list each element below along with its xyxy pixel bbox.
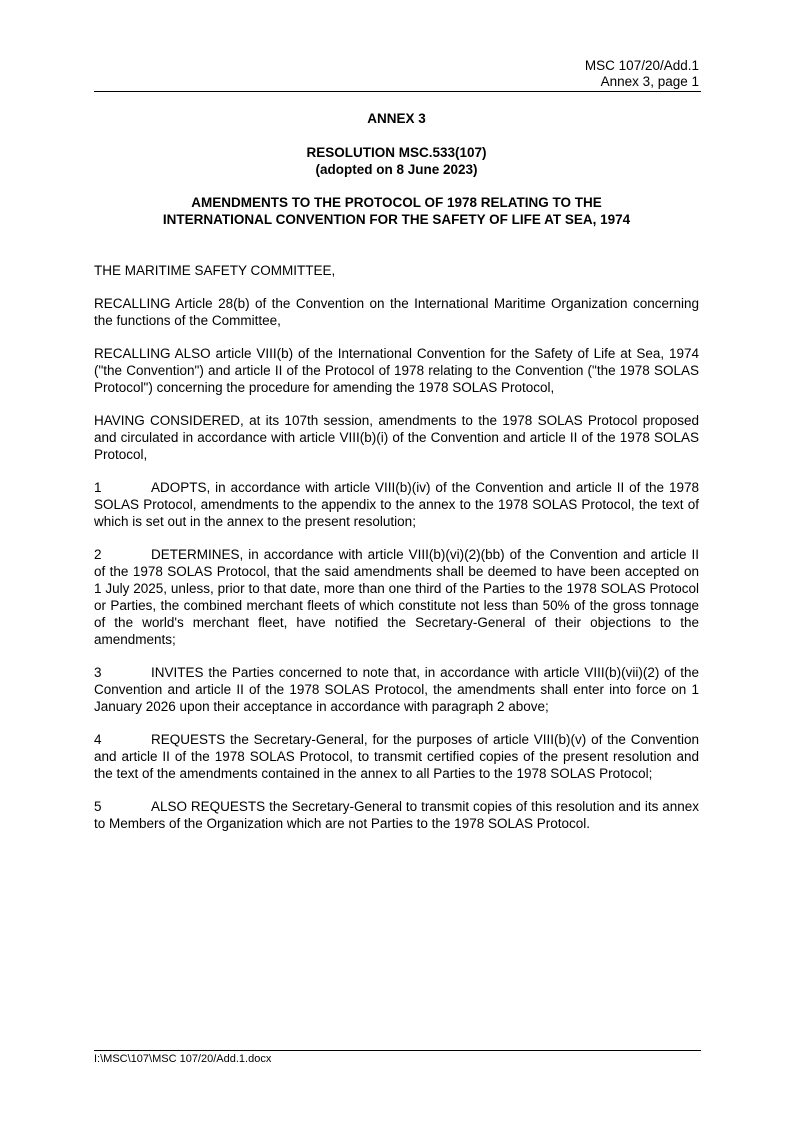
paragraph-text: INVITES the Parties concerned to note that, in accordance with article VIII(b)(vii)(2) of the Convention and article II of the 1978 SOLAS Protocol, the amendments shall enter into force on 1 January 2026 upon their acceptance in accordance with paragraph 2 above;: [94, 665, 699, 714]
paragraph-number: 1: [94, 480, 102, 495]
adoption-date: (adopted on 8 June 2023): [315, 162, 478, 177]
paragraph-text: REQUESTS the Secretary-General, for the purposes of article VIII(b)(v) of the Convention and article II of the 1978 SOLAS Protocol, to transmit certified copies of the present resolution and the text of the amendments contained in the annex to all Parties to the 1978 SOLAS Protocol;: [94, 732, 699, 781]
paragraph-text: ALSO REQUESTS the Secretary-General to transmit copies of this resolution and its annex to Members of the Organization which are not Parties to the 1978 SOLAS Protocol.: [94, 799, 699, 831]
paragraph-text: ADOPTS, in accordance with article VIII(b)(iv) of the Convention and article II of the 1978 SOLAS Protocol, amendments to the appendix to the annex to the 1978 SOLAS Protocol, the text of which is set out in the annex to the present resolution;: [94, 480, 699, 529]
recalling-paragraph: RECALLING Article 28(b) of the Convention on the International Maritime Organization concerning the functions of the Committee,: [94, 296, 699, 328]
amendments-title-line-1: AMENDMENTS TO THE PROTOCOL OF 1978 RELATING TO THE: [191, 195, 602, 210]
operative-paragraph-1: [94, 479, 699, 530]
operative-paragraph-2: [94, 546, 699, 648]
operative-paragraph-5: [94, 798, 699, 832]
page-reference: Annex 3, page 1: [600, 74, 699, 89]
resolution-title: [94, 144, 699, 178]
paragraph-text: DETERMINES, in accordance with article VIII(b)(vi)(2)(bb) of the Convention and article II of the 1978 SOLAS Protocol, that the said amendments shall be deemed to have been accepted on 1 July 2025, unless, prior to that date, more than one third of the Parties to the 1978 SOLAS Protocol or Parties, the combined merchant fleets of which constitute not less than 50% of the gross tonnage of the world's merchant fleet, have notified the Secretary-General of their objections to the amendments;: [94, 547, 699, 647]
paragraph-number: 5: [94, 799, 102, 814]
paragraph-number: 4: [94, 732, 102, 747]
file-path: I:\MSC\107\MSC 107/20/Add.1.docx: [94, 1053, 272, 1065]
page-header: [585, 58, 699, 90]
paragraph-number: 3: [94, 665, 102, 680]
annex-title: ANNEX 3: [367, 111, 426, 126]
operative-paragraph-4: [94, 731, 699, 782]
operative-paragraph-3: [94, 664, 699, 715]
footer-divider: [94, 1050, 701, 1051]
committee-line: THE MARITIME SAFETY COMMITTEE,: [94, 263, 336, 278]
header-divider: [94, 91, 701, 92]
amendments-title: [94, 194, 699, 228]
resolution-number: RESOLUTION MSC.533(107): [306, 145, 487, 160]
paragraph-number: 2: [94, 547, 102, 562]
recalling-also-paragraph: RECALLING ALSO article VIII(b) of the International Convention for the Safety of Life at Sea, 1974 ("the Convention") and article II of the Protocol of 1978 relating to the Convention ("the 1978 SOLAS Protocol") concerning the procedure for amending the 1978 SOLAS Protocol,: [94, 346, 699, 395]
having-considered-paragraph: HAVING CONSIDERED, at its 107th session, amendments to the 1978 SOLAS Protocol proposed and circulated in accordance with article VIII(b)(i) of the Convention and article II of the 1978 SOLAS Protocol,: [94, 413, 699, 462]
resolution-body: [94, 262, 699, 848]
document-reference: MSC 107/20/Add.1: [584, 58, 699, 73]
amendments-title-line-2: INTERNATIONAL CONVENTION FOR THE SAFETY OF LIFE AT SEA, 1974: [162, 212, 631, 227]
